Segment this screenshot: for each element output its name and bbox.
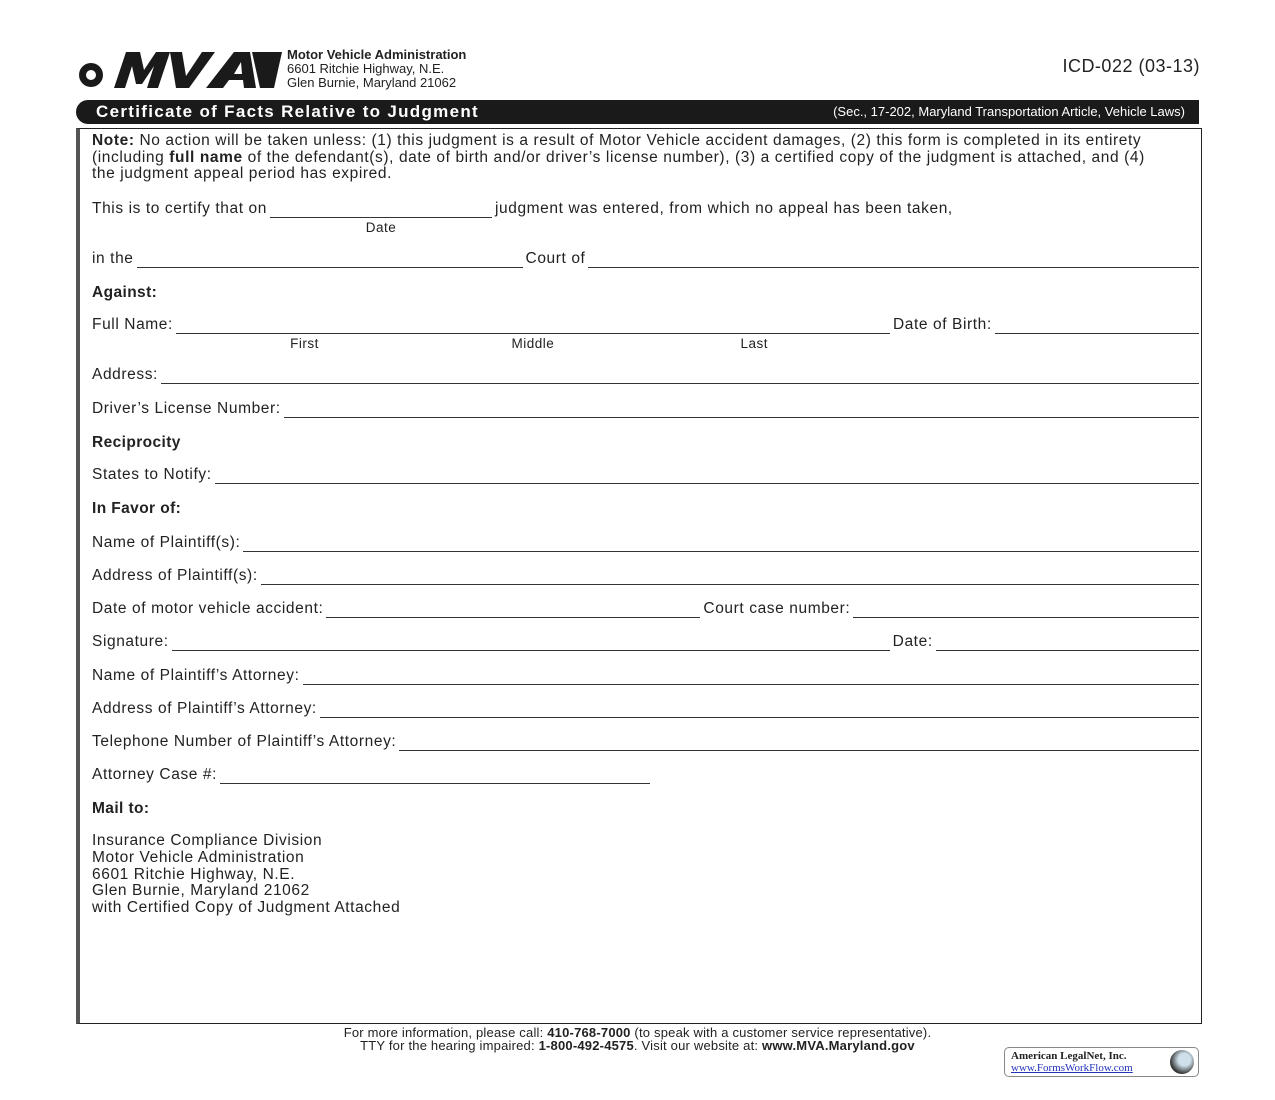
plaintiff-address-field[interactable] <box>261 570 1199 585</box>
mail-line: Insurance Compliance Division <box>92 832 323 849</box>
attorney-case-row <box>92 764 653 784</box>
attorney-case-field[interactable] <box>220 769 650 784</box>
website-link[interactable]: www.MVA.Maryland.gov <box>762 1038 915 1053</box>
accident-row <box>92 598 1199 618</box>
judgment-date-field[interactable] <box>270 203 492 235</box>
full-name-field[interactable] <box>176 319 890 351</box>
org-address1: 6601 Ritchie Highway, N.E. <box>287 61 445 76</box>
plaintiff-name-row <box>92 532 1199 552</box>
attorney-address-label: Address of Plaintiff’s Attorney: <box>92 700 317 717</box>
globe-icon <box>1170 1050 1194 1074</box>
states-label: States to Notify: <box>92 466 212 483</box>
attorney-phone-row <box>92 731 1199 751</box>
legalnet-badge[interactable] <box>1004 1047 1199 1077</box>
footer-text: For more information, please call: <box>343 1025 548 1040</box>
case-number-label: Court case number: <box>703 600 851 617</box>
org-name: Motor Vehicle Administration <box>287 47 467 62</box>
accident-date-label: Date of motor vehicle accident: <box>92 600 324 617</box>
form-number: ICD-022 (03-13) <box>1062 56 1200 76</box>
address-row <box>92 364 1199 384</box>
states-row <box>92 464 1199 484</box>
badge-url[interactable]: www.FormsWorkFlow.com <box>1011 1062 1133 1074</box>
title-bar <box>76 100 1199 124</box>
footer-text: . Visit our website at: <box>633 1038 763 1053</box>
org-info <box>287 48 466 90</box>
note-bold: full name <box>169 148 243 166</box>
attorney-phone-label: Telephone Number of Plaintiff’s Attorney: <box>92 733 397 750</box>
full-name-label: Full Name: <box>92 316 173 333</box>
court-of-label: Court of <box>525 250 586 267</box>
address-field[interactable] <box>161 369 1199 384</box>
license-row <box>92 398 1199 418</box>
court-row <box>92 248 1199 268</box>
plaintiff-address-row <box>92 565 1199 585</box>
form-title: Certificate of Facts Relative to Judgment <box>96 102 479 121</box>
attorney-phone-field[interactable] <box>399 736 1199 751</box>
mail-line: with Certified Copy of Judgment Attached <box>92 899 401 917</box>
plaintiff-name-label: Name of Plaintiff(s): <box>92 534 241 551</box>
in-the-label: in the <box>92 250 134 267</box>
tty-number: 1-800-492-4575 <box>538 1038 634 1053</box>
org-address2: Glen Burnie, Maryland 21062 <box>287 75 457 90</box>
footer-text: (to speak with a customer service representative). <box>630 1025 932 1040</box>
certify-row <box>92 198 1199 235</box>
dob-field[interactable] <box>995 319 1199 334</box>
note-text: No action will be taken unless: (1) this judgment is a result of Motor Vehicle accident damages, (2) this form is completed in its entirety (including <box>92 132 1142 166</box>
signature-field[interactable] <box>172 636 890 651</box>
statute-reference: (Sec., 17-202, Maryland Transportation Article, Vehicle Laws) <box>833 104 1185 119</box>
attorney-name-row <box>92 665 1199 685</box>
first-sublabel: First <box>290 336 319 351</box>
address-label: Address: <box>92 366 158 383</box>
attorney-address-field[interactable] <box>320 703 1199 718</box>
attorney-case-label: Attorney Case #: <box>92 766 218 783</box>
case-number-field[interactable] <box>853 603 1199 618</box>
attorney-name-label: Name of Plaintiff’s Attorney: <box>92 667 300 684</box>
date-field[interactable] <box>936 636 1199 651</box>
accident-date-field[interactable] <box>326 603 700 618</box>
court-field[interactable] <box>137 253 523 268</box>
attorney-name-field[interactable] <box>303 670 1199 685</box>
license-field[interactable] <box>284 403 1199 418</box>
mva-logo <box>74 50 284 90</box>
note <box>92 133 1152 183</box>
date-sublabel: Date <box>365 220 397 235</box>
note-label: Note: <box>92 132 135 149</box>
reciprocity-heading: Reciprocity <box>92 434 181 451</box>
badge-name: American LegalNet, Inc. <box>1011 1050 1127 1062</box>
certify-suffix: judgment was entered, from which no appeal has been taken, <box>494 200 953 217</box>
mail-address <box>92 833 400 917</box>
middle-sublabel: Middle <box>511 336 555 351</box>
note-text: of the defendant(s), date of birth and/or driver’s license number), (3) a certified copy of the judgment is attached, and (4) the judgment appeal period has expired. <box>92 148 1145 182</box>
mail-line: Motor Vehicle Administration <box>92 848 305 866</box>
license-label: Driver’s License Number: <box>92 400 281 417</box>
phone-number: 410-768-7000 <box>547 1025 631 1040</box>
dob-label: Date of Birth: <box>892 316 992 333</box>
favor-heading: In Favor of: <box>92 500 182 517</box>
footer-text: TTY for the hearing impaired: <box>360 1038 539 1053</box>
plaintiff-address-label: Address of Plaintiff(s): <box>92 567 258 584</box>
date-label: Date: <box>892 633 933 650</box>
states-field[interactable] <box>215 469 1199 484</box>
plaintiff-name-field[interactable] <box>243 537 1199 552</box>
certify-label: This is to certify that on <box>92 200 267 217</box>
against-heading: Against: <box>92 284 158 301</box>
mail-heading: Mail to: <box>92 800 150 817</box>
signature-label: Signature: <box>92 633 169 650</box>
last-sublabel: Last <box>740 336 769 351</box>
court-of-field[interactable] <box>588 253 1199 268</box>
full-name-row <box>92 314 1199 351</box>
mail-line: Glen Burnie, Maryland 21062 <box>92 882 310 900</box>
attorney-address-row <box>92 698 1199 718</box>
mail-line: 6601 Ritchie Highway, N.E. <box>92 865 296 883</box>
signature-row <box>92 631 1199 651</box>
